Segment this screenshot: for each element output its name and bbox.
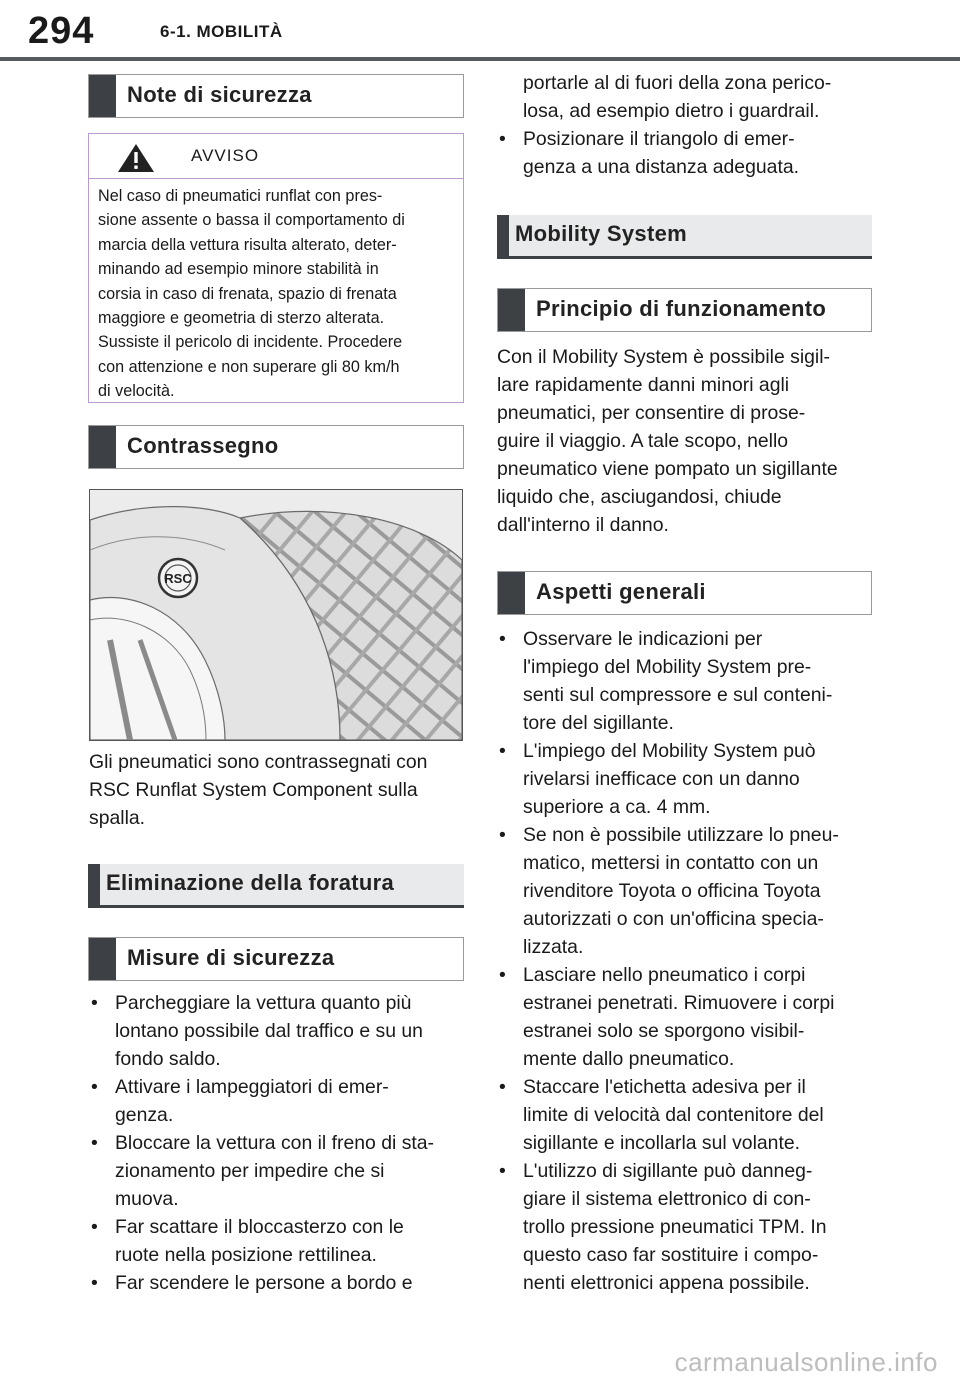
section-bar <box>88 864 100 908</box>
safety-measures-list <box>89 989 469 1297</box>
list-item: • Bloccare la vettura con il freno di sta- zionamento per impedire che si muova. <box>89 1129 469 1213</box>
continued-text: portarle al di fuori della zona perico- losa, ad esempio dietro i guardrail. <box>523 72 832 122</box>
header-rule <box>0 57 960 61</box>
heading-aspetti-generali <box>497 571 872 615</box>
section-eliminazione-foratura <box>88 864 464 908</box>
list-item: • L'impiego del Mobility System può rivelarsi inefficace con un danno superiore a ca. 4 mm. <box>497 737 877 821</box>
rsc-emblem-label: RSC <box>164 571 192 586</box>
heading-bar <box>89 938 116 980</box>
list-item: • Posizionare il triangolo di emer- genza a una distanza adeguata. <box>497 125 877 181</box>
heading-bar <box>89 426 116 468</box>
heading-text: Contrassegno <box>127 433 279 458</box>
list-item: • Se non è possibile utilizzare lo pneu- matico, mettersi in contatto con un rivenditore Toyota o officina Toyota autorizzati o con un'officina specia- lizzata. <box>497 821 877 961</box>
section-text: Mobility System <box>515 221 687 246</box>
warning-text: Nel caso di pneumatici runflat con pres- sione assente o bassa il comportamento di marcia della vettura risulta alterato, deter- minando ad esempio minore stabilità in corsia in caso di frenata, spazio di frenata maggiore e geometria di sterzo alterata. Sussiste il pericolo di incidente. Procedere con attenzione e non superare gli 80 km/h di velocità. <box>98 187 405 401</box>
warning-box <box>88 133 464 403</box>
heading-text: Misure di sicurezza <box>127 945 335 970</box>
list-item: • Far scattare il bloccasterzo con le ruote nella posizione rettilinea. <box>89 1213 469 1269</box>
list-item: • Osservare le indicazioni per l'impiego del Mobility System pre- senti sul compressore e sul conteni- tore del sigillante. <box>497 625 877 737</box>
tire-illustration <box>89 489 463 741</box>
list-item: • Attivare i lampeggiatori di emer- genza. <box>89 1073 469 1129</box>
warning-triangle-icon <box>116 142 156 174</box>
heading-text: Note di sicurezza <box>127 82 312 107</box>
heading-text: Aspetti generali <box>536 579 706 604</box>
heading-contrassegno <box>88 425 464 469</box>
list-item: • Far scendere le persone a bordo e <box>89 1269 469 1297</box>
heading-note-sicurezza <box>88 74 464 118</box>
heading-bar <box>498 572 525 614</box>
warning-header <box>89 134 463 179</box>
watermark: carmanualsonline.info <box>674 1347 938 1377</box>
heading-bar <box>89 75 116 117</box>
tire-sidewall-image <box>90 490 462 740</box>
heading-text: Principio di funzionamento <box>536 296 827 321</box>
list-item: • L'utilizzo di sigillante può danneg- giare il sistema elettronico di con- trollo pressione pneumatici TPM. In questo caso far sostituire i compo- nenti elettronici appena possibile. <box>497 1157 877 1297</box>
section-text: Eliminazione della foratura <box>106 870 395 895</box>
section-bar <box>497 215 509 259</box>
heading-misure-sicurezza <box>88 937 464 981</box>
page-number: 294 <box>28 10 95 52</box>
general-items-list <box>497 625 877 1297</box>
heading-bar <box>498 289 525 331</box>
section-mobility-system <box>497 215 872 259</box>
top-items-list <box>497 125 877 181</box>
principle-paragraph: Con il Mobility System è possibile sigil- lare rapidamente danni minori agli pneumatici, per consentire di prose- guire il viaggio. A tale scopo, nello pneumatico viene pompato un sigillante liquido che, asciugandosi, chiude dall'interno il danno. <box>497 346 838 536</box>
heading-principio <box>497 288 872 332</box>
list-item: • Parcheggiare la vettura quanto più lontano possibile dal traffico e su un fondo saldo. <box>89 989 469 1073</box>
chapter-title: 6-1. MOBILITÀ <box>160 22 283 41</box>
list-item: • Lasciare nello pneumatico i corpi estranei penetrati. Rimuovere i corpi estranei solo se sporgono visibil- mente dallo pneumatico. <box>497 961 877 1073</box>
warning-label: AVVISO <box>191 146 260 165</box>
list-item: • Staccare l'etichetta adesiva per il limite di velocità dal contenitore del sigillante e incollarla sul volante. <box>497 1073 877 1157</box>
marking-paragraph: Gli pneumatici sono contrassegnati con RSC Runflat System Component sulla spalla. <box>89 751 428 829</box>
